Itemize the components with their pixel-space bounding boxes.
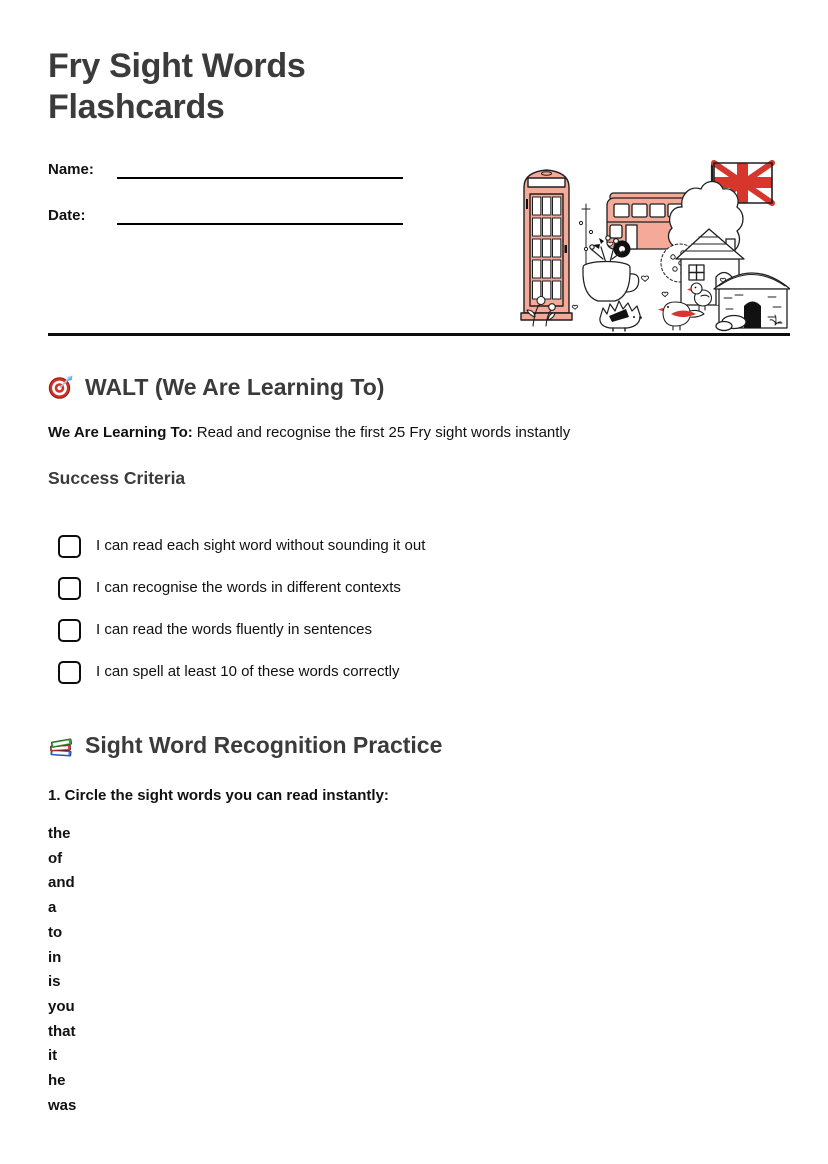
sight-word: is [48, 973, 61, 991]
practice-instruction: 1. Circle the sight words you can read instantly: [48, 787, 389, 804]
sight-word: of [48, 849, 63, 867]
name-label: Name: [48, 161, 94, 178]
british-street-scene-illustration [513, 157, 790, 332]
section-divider [48, 333, 790, 336]
criteria-row [58, 576, 790, 600]
walt-statement-label: We Are Learning To: [48, 424, 193, 441]
criteria-label: I can recognise the words in different contexts [96, 579, 401, 596]
dart-target-icon [48, 374, 74, 400]
page-title: Fry Sight Words Flashcards [48, 47, 306, 126]
criteria-checkbox-2[interactable] [58, 577, 81, 600]
name-input-line[interactable] [117, 161, 403, 179]
books-icon [48, 732, 74, 758]
sight-word: you [48, 997, 75, 1015]
success-criteria-list [58, 534, 790, 684]
walt-statement [48, 423, 790, 443]
criteria-checkbox-1[interactable] [58, 535, 81, 558]
sight-word: in [48, 948, 62, 966]
sight-word: was [48, 1096, 77, 1114]
walt-heading: WALT (We Are Learning To) [85, 374, 385, 400]
sight-word: it [48, 1047, 58, 1065]
sight-word: the [48, 825, 71, 842]
criteria-checkbox-4[interactable] [58, 661, 81, 684]
practice-heading: Sight Word Recognition Practice [85, 732, 443, 758]
walt-heading-row [48, 374, 790, 400]
sight-word-list [48, 822, 790, 1118]
walt-statement-text: Read and recognise the first 25 Fry sight words instantly [196, 424, 571, 441]
criteria-label: I can spell at least 10 of these words correctly [96, 663, 400, 680]
date-input-line[interactable] [117, 207, 403, 225]
criteria-label: I can read each sight word without sounding it out [96, 537, 426, 554]
practice-heading-row [48, 732, 790, 758]
sight-word: and [48, 874, 75, 892]
criteria-row [58, 618, 790, 642]
sight-word: that [48, 1022, 76, 1040]
criteria-row [58, 534, 790, 558]
sight-word: a [48, 899, 57, 917]
criteria-label: I can read the words fluently in sentences [96, 621, 372, 638]
success-criteria-heading: Success Criteria [48, 468, 186, 488]
criteria-checkbox-3[interactable] [58, 619, 81, 642]
sight-word: he [48, 1072, 66, 1090]
date-label: Date: [48, 207, 86, 224]
criteria-row [58, 660, 790, 684]
sight-word: to [48, 923, 63, 941]
